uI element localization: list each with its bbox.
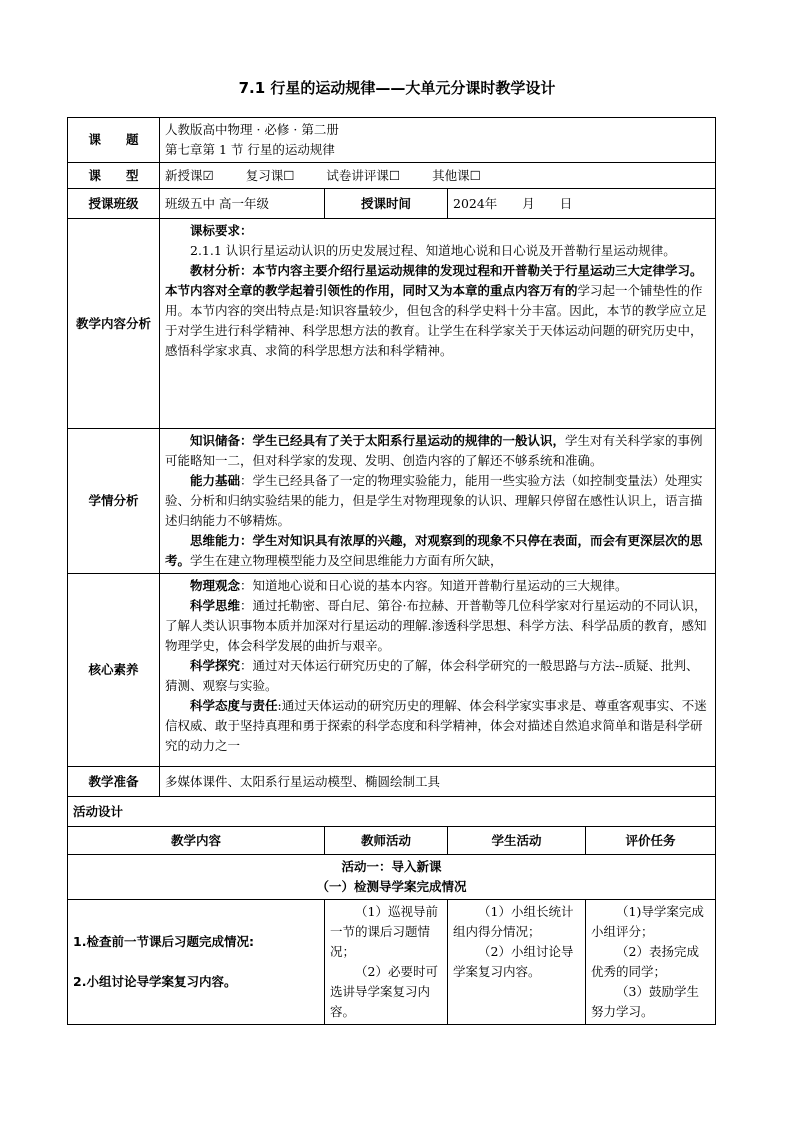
prep-value: 多媒体课件、太阳系行星运动模型、椭圆绘制工具 [160,767,716,797]
class-row [68,189,716,219]
task-content-2: 2.小组讨论导学案复习内容。 [73,974,237,989]
task-row [68,900,716,1025]
core-row [68,574,716,767]
activity-row [68,855,716,900]
class-label: 授课班级 [68,189,160,219]
type-label: 课 型 [68,163,160,189]
teacher-step-2: （2）必要时可选讲导学案复习内容。 [330,964,438,1019]
ability-para [165,471,710,531]
class-value: 班级五中 高一年级 [160,189,325,219]
knowledge-para [165,431,710,471]
content-value [160,219,716,429]
core-thinking-text: ：通过托勒密、哥白尼、第谷·布拉赫、开普勒等几位科学家对行星运动的不同认识，了解人类认识事物本质并加深对行星运动的理解.渗透科学思想、科学方法、科学品质的教育，感知物理学史，体会科学发展的曲折与艰辛。 [165,598,707,653]
task-teacher [325,900,448,1025]
core-attitude-text: :通过天体运动的研究历史的理解、体会科学家实事求是、尊重客观事实、不迷信权威、敢于坚持真理和勇于探索的科学态度和科学精神，体会对描述自然追求简单和谐是科学研究的动力之一 [165,698,707,753]
core-inquiry-text: ：通过对天体运行研究历史的了解，体会科学研究的一般思路与方法--质疑、批判、猜测、观察与实验。 [165,658,699,693]
content-row [68,219,716,429]
core-attitude-bold: 科学态度与责任 [190,698,278,713]
core-thinking-bold: 科学思维 [190,598,241,613]
type-value [160,163,716,189]
header-eval: 评价任务 [586,827,716,855]
core-thinking [165,596,710,656]
knowledge-text: 学生对有关科学家的事例可能略知一二，但对科学家的发现、发明、创造内容的了解还不够系统和准确。 [165,433,703,468]
core-inquiry [165,656,710,696]
course-value [160,118,716,163]
knowledge-bold: 知识储备：学生已经具有了关于太阳系行星运动的规律的一般认识， [190,433,566,448]
core-label: 核心素养 [68,574,160,767]
eval-step-1: （1)导学案完成小组评分； [591,904,704,939]
teacher-step-1: （1）巡视导前一节的课后习题情况； [330,904,438,959]
students-value [160,429,716,574]
type-option-review: 复习课☐ [245,167,295,183]
course-line1: 人教版高中物理 · 必修 · 第二册 [165,122,339,137]
task-eval [586,900,716,1025]
type-option-other: 其他课☐ [432,167,481,183]
student-step-2: （2）小组讨论导学案复习内容。 [453,944,574,979]
core-value [160,574,716,767]
ability-text: ：学生已经具备了一定的物理实验能力，能用一些实验方法（如控制变量法）处理实验、分析和归纳实验结果的能力，但是学生对物理现象的认识、理解只停留在感性认识上，语言描述归纳能力不够精炼。 [165,473,703,528]
eval-step-2: （2）表扬完成优秀的同学； [591,944,699,979]
prep-row [68,767,716,797]
thinking-para [165,531,710,571]
course-row [68,118,716,163]
design-row [68,797,716,827]
header-row [68,827,716,855]
type-option-new: 新授课☑ [165,167,214,183]
activity-cell [68,855,716,900]
task-content [68,900,325,1025]
type-row [68,163,716,189]
core-concept-text: ：知道地心说和日心说的基本内容。知道开普勒行星运动的三大规律。 [240,578,628,593]
header-content: 教学内容 [68,827,325,855]
course-line2: 第七章第 1 节 行星的运动规律 [165,142,335,157]
std-text: 2.1.1 认识行星运动认识的历史发展过程、知道地心说和日心说及开普勒行星运动规律。 [190,243,676,258]
type-option-exam: 试卷讲评课☐ [326,167,401,183]
header-teacher: 教师活动 [325,827,448,855]
activity-subtitle: （一）检测导学案完成情况 [316,879,467,894]
students-label: 学情分析 [68,429,160,574]
header-student: 学生活动 [448,827,586,855]
material-bold: 教材分析：本节内容主要介绍行星运动规律的发现过程和开普勒关于行星运动三大定律学习。本节内容对全章的教学起着引领性的作用，同时又为本章的重点内容万有的 [165,263,703,298]
lesson-plan-table [67,117,716,1025]
time-value: 2024年 月 日 [448,189,716,219]
task-content-1: 1.检查前一节课后习题完成情况: [73,934,254,949]
student-step-1: （1）小组长统计组内得分情况； [453,904,574,939]
time-label: 授课时间 [325,189,448,219]
core-concept-bold: 物理观念 [190,578,241,593]
activity-title: 活动一：导入新课 [341,859,442,874]
page-title: 7.1 行星的运动规律——大单元分课时教学设计 [238,79,556,97]
thinking-bold: 思维能力：学生对知识具有浓厚的兴趣，对观察到的现象不只停在表面，而会有更深层次的思考。 [165,533,703,568]
eval-step-3: （3）鼓励学生努力学习。 [591,984,699,1019]
thinking-text: 学生在建立物理模型能力及空间思维能力方面有所欠缺， [190,553,503,568]
core-inquiry-bold: 科学探究 [190,658,241,673]
content-label: 教学内容分析 [68,219,160,429]
std-title: 课标要求： [190,223,253,238]
course-label: 课 题 [68,118,160,163]
task-student [448,900,586,1025]
core-attitude [165,696,710,756]
core-concept [165,576,710,596]
ability-bold: 能力基础 [190,473,241,488]
material-analysis [165,261,710,361]
students-row [68,429,716,574]
material-text: 学习起一个铺垫性的作用。本节内容的突出特点是:知识容量较少，但包含的科学史料十分丰富。因此，本节的教学应立足于对学生进行科学精神、科学思想方法的教育。让学生在科学家关于天体运动问题的研究历史中，感悟科学家求真、求简的科学思想方法和科学精神。 [165,283,707,358]
prep-label: 教学准备 [68,767,160,797]
design-label: 活动设计 [68,797,716,827]
